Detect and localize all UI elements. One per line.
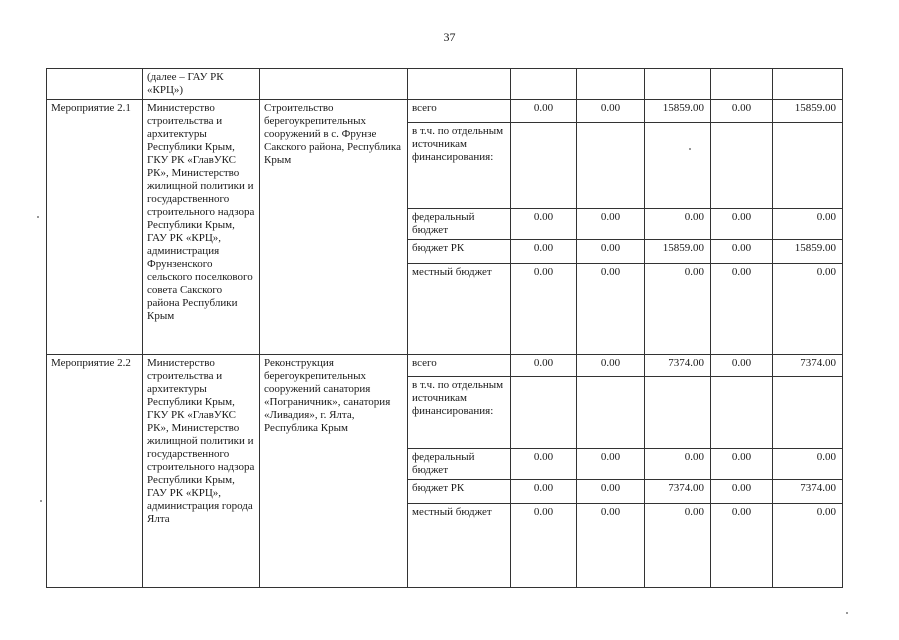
value-cell (645, 123, 711, 209)
value-cell (711, 69, 773, 100)
value-cell: 0.00 (711, 209, 773, 240)
value-cell: 15859.00 (773, 240, 843, 264)
value-cell (773, 69, 843, 100)
value-cell: 15859.00 (645, 240, 711, 264)
value-cell (577, 377, 645, 449)
value-cell (645, 377, 711, 449)
value-cell: 0.00 (711, 240, 773, 264)
value-cell: 0.00 (711, 504, 773, 588)
value-cell (577, 69, 645, 100)
continuation-row (47, 69, 843, 100)
source-label-cell: местный бюджет (408, 264, 511, 355)
value-cell: 15859.00 (773, 100, 843, 123)
description-cell (260, 69, 408, 100)
value-cell: 0.00 (645, 264, 711, 355)
value-cell (577, 123, 645, 209)
scan-speck (37, 216, 39, 218)
table-row (47, 355, 843, 377)
value-cell (711, 377, 773, 449)
responsible-cell: Министерство строительства и архитектуры Республики Крым, ГКУ РК «ГлавУКС РК», Министерство жилищной политики и государственного строительного надзора Республики Крым, ГАУ РК «КРЦ», администрация города Ялта (143, 355, 260, 588)
value-cell: 7374.00 (773, 480, 843, 504)
source-label-cell: местный бюджет (408, 504, 511, 588)
measure-name-cell: Мероприятие 2.2 (47, 355, 143, 588)
value-cell: 0.00 (511, 449, 577, 480)
responsible-cell: (далее – ГАУ РК «КРЦ») (143, 69, 260, 100)
source-label-cell (408, 69, 511, 100)
value-cell: 7374.00 (773, 355, 843, 377)
table-row (47, 100, 843, 123)
value-cell: 0.00 (577, 480, 645, 504)
value-cell: 0.00 (511, 264, 577, 355)
value-cell: 7374.00 (645, 480, 711, 504)
description-cell: Реконструкция берегоукрепительных сооружений санатория «Пограничник», санатория «Ливадия», г. Ялта, Республика Крым (260, 355, 408, 588)
value-cell: 0.00 (711, 449, 773, 480)
value-cell (773, 377, 843, 449)
value-cell (773, 123, 843, 209)
source-label-cell: бюджет РК (408, 240, 511, 264)
value-cell: 0.00 (577, 100, 645, 123)
scan-speck (40, 500, 42, 502)
value-cell: 0.00 (511, 355, 577, 377)
value-cell: 0.00 (577, 449, 645, 480)
value-cell: 0.00 (711, 264, 773, 355)
value-cell: 0.00 (711, 100, 773, 123)
measure-name-cell: Мероприятие 2.1 (47, 100, 143, 355)
source-label-cell: всего (408, 355, 511, 377)
value-cell: 0.00 (577, 264, 645, 355)
page-number: 37 (443, 30, 456, 44)
description-cell: Строительство берегоукрепительных сооружений в с. Фрунзе Сакского района, Республика Крым (260, 100, 408, 355)
value-cell: 0.00 (645, 449, 711, 480)
value-cell: 0.00 (645, 209, 711, 240)
value-cell (711, 123, 773, 209)
value-cell: 0.00 (577, 504, 645, 588)
value-cell: 0.00 (711, 355, 773, 377)
value-cell: 0.00 (645, 504, 711, 588)
source-label-cell: в т.ч. по отдельным источникам финансирования: (408, 123, 511, 209)
source-label-cell: федеральный бюджет (408, 209, 511, 240)
source-label-cell: в т.ч. по отдельным источникам финансирования: (408, 377, 511, 449)
value-cell: 0.00 (511, 209, 577, 240)
source-label-cell: федеральный бюджет (408, 449, 511, 480)
funding-table (46, 68, 843, 588)
source-label-cell: бюджет РК (408, 480, 511, 504)
value-cell: 0.00 (511, 504, 577, 588)
value-cell: 0.00 (773, 449, 843, 480)
responsible-cell: Министерство строительства и архитектуры Республики Крым, ГКУ РК «ГлавУКС РК», Министерство жилищной политики и государственного строительного надзора Республики Крым, ГАУ РК «КРЦ», администрация Фрунзенского сельского поселкового совета Сакского района Республики Крым (143, 100, 260, 355)
value-cell: 0.00 (773, 209, 843, 240)
value-cell (511, 377, 577, 449)
value-cell: 0.00 (773, 504, 843, 588)
source-label-cell: всего (408, 100, 511, 123)
scan-speck (846, 612, 848, 614)
measure-name-cell (47, 69, 143, 100)
value-cell: 0.00 (577, 240, 645, 264)
value-cell: 0.00 (511, 480, 577, 504)
value-cell (511, 123, 577, 209)
value-cell: 0.00 (711, 480, 773, 504)
value-cell: 0.00 (773, 264, 843, 355)
value-cell (645, 69, 711, 100)
value-cell: 7374.00 (645, 355, 711, 377)
scan-speck (689, 148, 691, 150)
value-cell (511, 69, 577, 100)
value-cell: 0.00 (511, 240, 577, 264)
value-cell: 0.00 (577, 355, 645, 377)
value-cell: 0.00 (577, 209, 645, 240)
value-cell: 15859.00 (645, 100, 711, 123)
value-cell: 0.00 (511, 100, 577, 123)
